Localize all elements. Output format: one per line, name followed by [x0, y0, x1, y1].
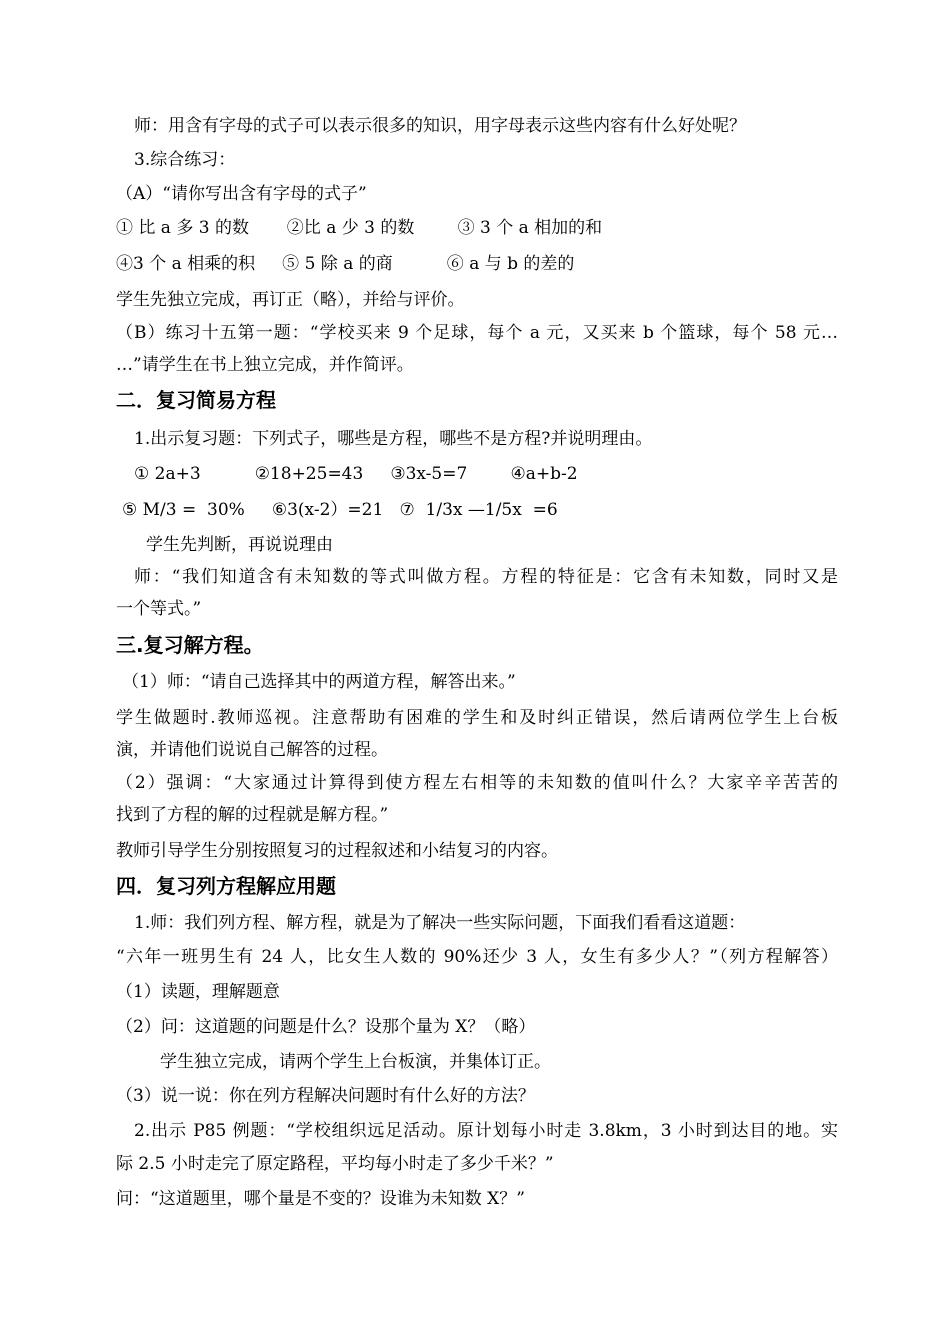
- text-line: 际 2.5 小时走完了原定路程，平均每小时走了多少千米？”: [116, 1154, 554, 1174]
- text-line: （1）读题，理解题意: [116, 982, 280, 1002]
- text-line: 学生先独立完成，再订正（略），并给与评价。: [116, 290, 465, 310]
- text-line: 找到了方程的解的过程就是解方程。”: [116, 805, 389, 825]
- text-line: ① 2a+3 ②18+25=43 ③3x-5=7 ④a+b-2: [134, 464, 578, 484]
- text-line: 1.出示复习题：下列式子，哪些是方程，哪些不是方程?并说明理由。: [134, 429, 653, 449]
- section-heading: 三.复习解方程。: [116, 633, 264, 657]
- text-line: （3）说一说：你在列方程解决问题时有什么好的方法？: [116, 1086, 535, 1106]
- text-line: 问：“这道题里，哪个量是不变的？设谁为未知数 X？”: [116, 1189, 525, 1209]
- text-line: （B）练习十五第一题：“学校买来 9 个足球，每个 a 元，又买来 b 个篮球，每个 58 元…: [116, 323, 838, 343]
- text-line: ① 比 a 多 3 的数 ②比 a 少 3 的数 ③ 3 个 a 相加的和: [116, 218, 603, 238]
- text-line: （2）问：这道题的问题是什么？设那个量为 X？（略）: [116, 1017, 536, 1037]
- text-line: （2）强调：“大家通过计算得到使方程左右相等的未知数的值叫什么？大家辛辛苦苦的: [116, 773, 838, 793]
- text-line: （A）“请你写出含有字母的式子”: [116, 184, 367, 204]
- section-heading: 四．复习列方程解应用题: [116, 874, 336, 898]
- text-line: 1.师：我们列方程、解方程，就是为了解决一些实际问题，下面我们看看这道题：: [134, 913, 746, 933]
- text-line: ④3 个 a 相乘的积 ⑤ 5 除 a 的商 ⑥ a 与 b 的差的: [116, 254, 575, 274]
- text-line: 3.综合练习：: [134, 150, 236, 170]
- text-line: …”请学生在书上独立完成，并作简评。: [116, 355, 414, 375]
- text-line: 教师引导学生分别按照复习的过程叙述和小结复习的内容。: [116, 841, 558, 861]
- text-line: 2.出示 P85 例题：“学校组织远足活动。原计划每小时走 3.8km，3 小时到达目的地。实: [134, 1121, 838, 1141]
- text-line: （1）师：“请自己选择其中的两道方程，解答出来。”: [122, 672, 516, 692]
- text-line: 师：用含有字母的式子可以表示很多的知识，用字母表示这些内容有什么好处呢？: [134, 116, 746, 136]
- text-line: “六年一班男生有 24 人，比女生人数的 90%还少 3 人，女生有多少人？”（列方程解答）: [116, 947, 838, 967]
- text-line: ⑤ M/3 = 30% ⑥3(x-2）=21 ⑦ 1/3x —1/5x =6: [122, 500, 558, 520]
- text-line: 学生做题时.教师巡视。注意帮助有困难的学生和及时纠正错误，然后请两位学生上台板: [116, 708, 838, 728]
- text-line: 学生先判断，再说说理由: [146, 535, 333, 555]
- text-line: 演，并请他们说说自己解答的过程。: [116, 740, 388, 760]
- section-heading: 二．复习简易方程: [116, 388, 276, 412]
- text-line: 学生独立完成，请两个学生上台板演，并集体订正。: [160, 1052, 551, 1072]
- text-line: 一个等式。”: [116, 599, 202, 619]
- text-line: 师：“我们知道含有未知数的等式叫做方程。方程的特征是：它含有未知数，同时又是: [134, 567, 838, 587]
